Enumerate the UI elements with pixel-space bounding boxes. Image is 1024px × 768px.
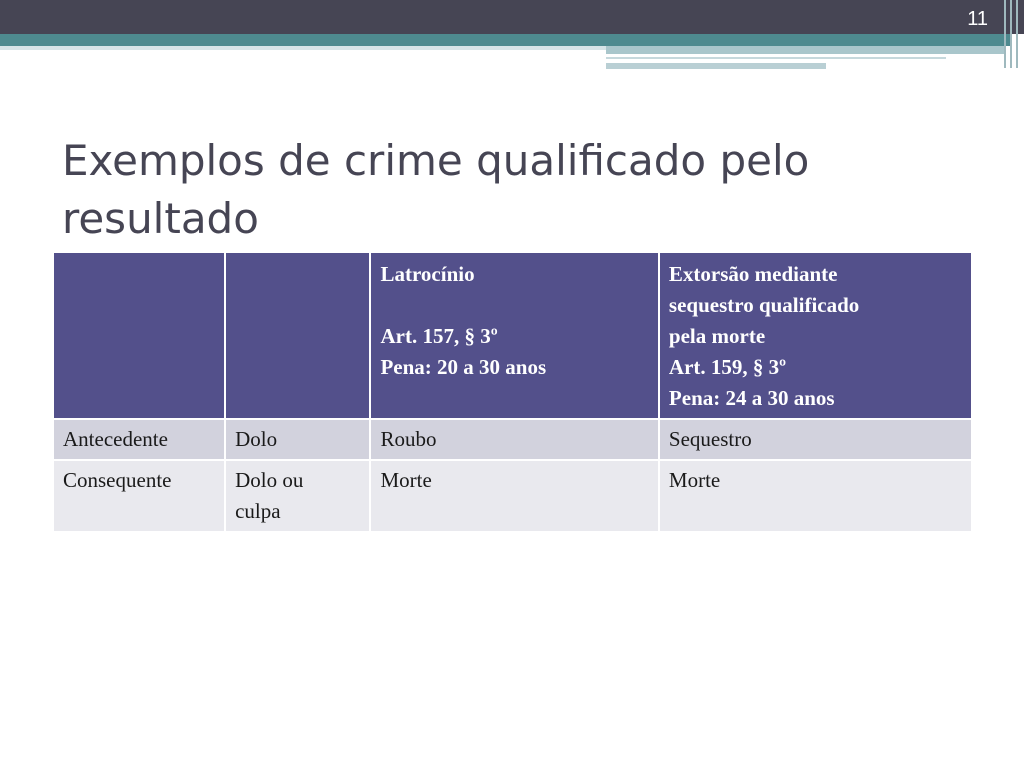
title-line: resultado [62,194,259,243]
header-text: Art. 159, § 3º [668,355,787,379]
table-header-row [53,252,972,419]
element-cell [225,460,370,532]
decorative-line [606,63,826,69]
title-line: Exemplos de crime qualificado pelo [62,136,810,185]
row-label-cell: Consequente [53,460,225,532]
decorative-vertical-line [1016,0,1018,68]
top-teal-light-bar [606,46,1006,54]
cell-text: Dolo ou [235,468,304,492]
extorsao-cell: Sequestro [659,419,972,460]
slide-title [62,132,962,248]
latrocinio-cell: Roubo [370,419,658,460]
top-light-strip [0,46,606,50]
header-text: Latrocínio [380,262,475,286]
header-cell-empty [53,252,225,419]
header-text: sequestro qualificado [668,293,860,317]
header-cell-empty [225,252,370,419]
header-text: Extorsão mediante [668,262,838,286]
top-dark-bar [0,0,1024,34]
header-text: pela morte [668,324,766,348]
header-cell-latrocinio [370,252,658,419]
extorsao-cell: Morte [659,460,972,532]
slide-number: 11 [967,8,988,30]
decorative-line [606,57,946,59]
row-label-cell: Antecedente [53,419,225,460]
decorative-vertical-line [1004,0,1006,68]
header-text: Pena: 24 a 30 anos [668,386,835,410]
table-row [53,419,972,460]
table-row [53,460,972,532]
cell-text: culpa [235,499,281,523]
header-cell-extorsao [659,252,972,419]
header-text: Art. 157, § 3º [380,324,498,348]
top-teal-bar [0,34,1010,46]
latrocinio-cell: Morte [370,460,658,532]
crime-comparison-table [52,251,973,533]
header-text: Pena: 20 a 30 anos [380,355,547,379]
spacer [380,290,647,321]
decorative-vertical-line [1010,0,1012,68]
element-cell: Dolo [225,419,370,460]
